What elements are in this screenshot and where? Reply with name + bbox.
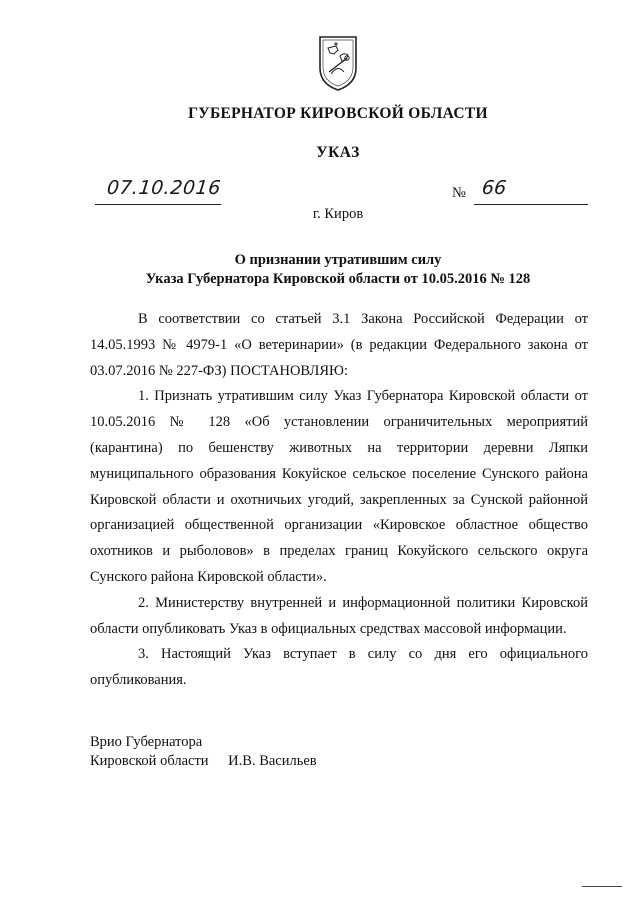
clause-2-paragraph: 2. Министерству внутренней и информационной политики Кировской области опубликовать Указ в официальных средствах массовой информации. (90, 594, 588, 637)
clause-1-paragraph: 1. Признать утратившим силу Указ Губернатора Кировской области от 10.05.2016 № 128 «Об установлении ограничительных мероприятий (карантина) по бешенству животных на территории деревни Ляпки муниципального образования Кокуйское сельское поселение Сунского района Кировской области и охотничьих угодий, закрепленных за Сунской районной организацией общественной организации «Кировское областное общество охотников и рыболовов» в пределах границ Кокуйского сельского округа Сунского района Кировской области». (90, 388, 588, 585)
number-label: № (452, 185, 466, 201)
signatory-position-line-1: Врио Губернатора (90, 734, 203, 750)
heading-line-2: Указа Губернатора Кировской области от 10.05.2016 № 128 (145, 271, 531, 287)
signatory-position-line-2: Кировской области (90, 753, 209, 769)
signatory-name: И.В. Васильев (228, 753, 317, 769)
date-field (95, 177, 222, 205)
city-line: г. Киров (312, 206, 364, 222)
signatory-row (90, 752, 390, 771)
handwritten-number: 66 (480, 177, 508, 199)
authority-title: ГУБЕРНАТОР КИРОВСКОЙ ОБЛАСТИ (188, 105, 488, 122)
document-type: УКАЗ (316, 144, 360, 161)
handwritten-date: 07.10.2016 (105, 177, 222, 199)
heading-line-1: О признании утратившим силу (234, 252, 442, 268)
number-field (474, 177, 588, 205)
clause-3-paragraph: 3. Настоящий Указ вступает в силу со дня его официального опубликования. (90, 646, 588, 689)
footer-divider (582, 886, 622, 887)
decree-body (90, 307, 588, 694)
kirov-oblast-coat-of-arms-icon (316, 34, 360, 92)
signature-block (90, 733, 390, 771)
decree-heading (90, 251, 586, 289)
preamble-paragraph: В соответствии со статьей 3.1 Закона Российской Федерации от 14.05.1993 № 4979-1 «О ветеринарии» (в редакции Федерального закона от 03.07.2016 № 227-ФЗ) ПОСТАНОВЛЯЮ: (90, 311, 588, 379)
